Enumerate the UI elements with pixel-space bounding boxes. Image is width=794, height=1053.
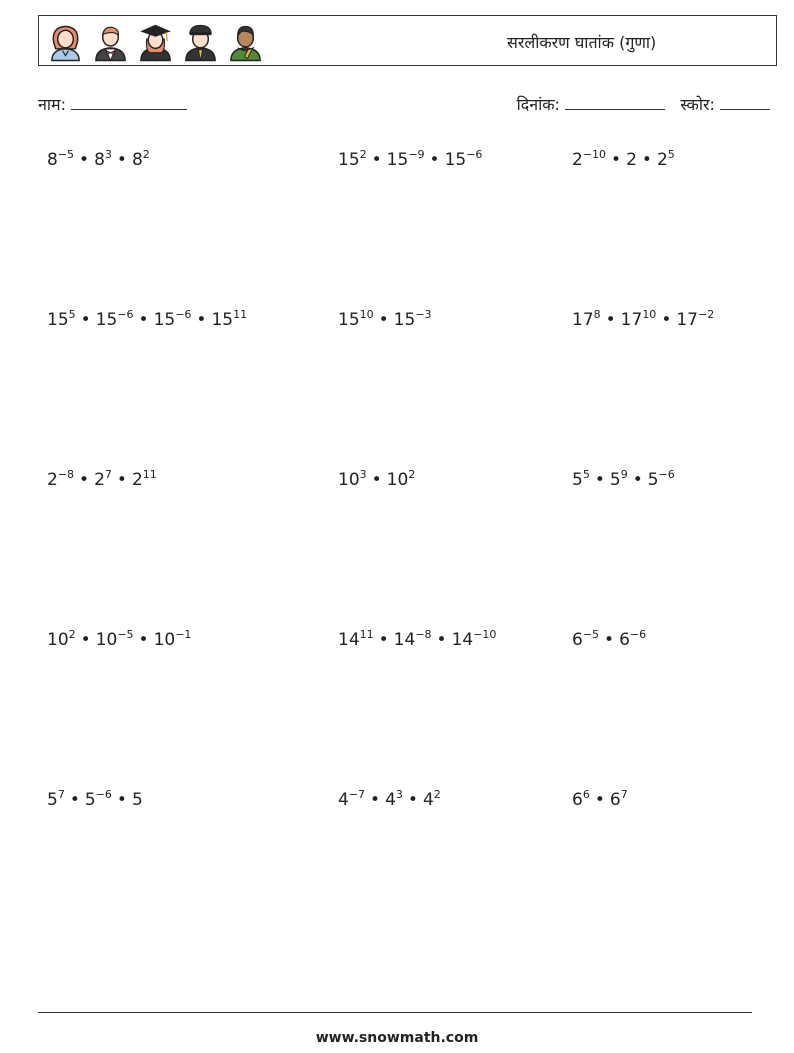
multiply-dot: • [605, 310, 616, 330]
problem-15 [572, 790, 628, 810]
exponent: 2 [142, 148, 150, 161]
base: 2 [131, 470, 143, 490]
graduate-avatar-icon [136, 21, 175, 63]
base: 2 [47, 470, 58, 490]
multiply-dot: • [661, 310, 672, 330]
pilot-avatar-icon [181, 21, 220, 63]
exponent: −1 [175, 628, 192, 641]
multiply-dot: • [641, 150, 652, 170]
exponent: 5 [68, 308, 76, 321]
multiply-dot: • [116, 150, 127, 170]
exponent: −6 [175, 308, 192, 321]
multiply-dot: • [79, 150, 90, 170]
exponent: 3 [359, 468, 367, 481]
multiply-dot: • [138, 310, 149, 330]
problem-7 [47, 470, 157, 490]
problem-5 [338, 310, 432, 330]
base: 8 [131, 150, 143, 170]
multiply-dot: • [407, 790, 418, 810]
exponent: 11 [142, 468, 157, 481]
multiply-dot: • [79, 470, 90, 490]
exponent: −7 [348, 788, 366, 801]
base: 15 [338, 310, 360, 330]
base: 6 [572, 790, 583, 810]
date-score-fields [517, 93, 770, 115]
base: 15 [386, 150, 409, 170]
waiter-avatar-icon [91, 21, 130, 63]
exponent: −6 [117, 308, 134, 321]
exponent: −8 [57, 468, 75, 481]
multiply-dot: • [371, 150, 382, 170]
base: 6 [572, 630, 583, 650]
exponent: −10 [473, 628, 497, 641]
exponent: 9 [620, 468, 628, 481]
base: 15 [47, 310, 69, 330]
problem-4 [47, 310, 247, 330]
base: 15 [211, 310, 234, 330]
base: 2 [572, 150, 583, 170]
worksheet-header [38, 15, 777, 66]
base: 15 [393, 310, 416, 330]
exponent: 2 [433, 788, 441, 801]
multiply-dot: • [371, 470, 382, 490]
exponent: 2 [359, 148, 367, 161]
score-blank[interactable] [720, 93, 770, 110]
base: 2 [94, 470, 105, 490]
base: 15 [338, 150, 360, 170]
multiply-dot: • [378, 630, 389, 650]
footer-url: www.snowmath.com [315, 1030, 479, 1046]
multiply-dot: • [594, 470, 605, 490]
base: 5 [572, 470, 583, 490]
problem-2 [338, 150, 482, 170]
problem-10 [47, 630, 191, 650]
base: 8 [47, 150, 58, 170]
problem-11 [338, 630, 496, 650]
exponent: 5 [582, 468, 590, 481]
base: 6 [619, 630, 630, 650]
multiply-dot: • [116, 790, 127, 810]
multiply-dot: • [429, 150, 440, 170]
multiply-dot: • [594, 790, 605, 810]
base: 5 [47, 790, 58, 810]
date-blank[interactable] [565, 93, 665, 110]
multiply-dot: • [138, 630, 149, 650]
problem-1 [47, 150, 150, 170]
problem-13 [47, 790, 143, 810]
multiply-dot: • [80, 630, 91, 650]
avatar-strip [46, 21, 265, 63]
base: 5 [609, 470, 621, 490]
base: 17 [676, 310, 698, 330]
base: 10 [47, 630, 69, 650]
problem-9 [572, 470, 675, 490]
footer-divider [38, 1012, 752, 1013]
base: 15 [95, 310, 118, 330]
base: 8 [94, 150, 105, 170]
base: 14 [338, 630, 360, 650]
multiply-dot: • [604, 630, 615, 650]
multiply-dot: • [116, 470, 127, 490]
exponent: 7 [620, 788, 628, 801]
multiply-dot: • [370, 790, 381, 810]
base: 4 [338, 790, 349, 810]
score-label: स्कोर: [680, 95, 715, 114]
worksheet-title: सरलीकरण घातांक (गुणा) [507, 33, 657, 52]
exponent: 3 [104, 148, 112, 161]
base: 5 [647, 470, 659, 490]
exponent: −6 [629, 628, 647, 641]
exponent: −10 [582, 148, 607, 161]
multiply-dot: • [611, 150, 622, 170]
base: 10 [338, 470, 360, 490]
base: 6 [609, 790, 621, 810]
problem-8 [338, 470, 415, 490]
base: 17 [572, 310, 594, 330]
woman-avatar-icon [46, 21, 85, 63]
multiply-dot: • [632, 470, 643, 490]
exponent: −2 [697, 308, 715, 321]
exponent: −6 [466, 148, 483, 161]
exponent: −5 [57, 148, 75, 161]
exponent: 3 [395, 788, 403, 801]
name-label: नाम: [38, 95, 66, 114]
base: 2 [626, 150, 637, 170]
exponent: −6 [658, 468, 675, 481]
exponent: −9 [408, 148, 425, 161]
multiply-dot: • [436, 630, 447, 650]
problem-12 [572, 630, 646, 650]
exponent: −5 [117, 628, 134, 641]
problem-6 [572, 310, 714, 330]
multiply-dot: • [80, 310, 91, 330]
exponent: −3 [415, 308, 432, 321]
base: 5 [131, 790, 143, 810]
name-blank[interactable] [71, 93, 187, 110]
exponent: −6 [95, 788, 112, 801]
exponent: 6 [582, 788, 590, 801]
multiply-dot: • [378, 310, 389, 330]
multiply-dot: • [196, 310, 207, 330]
base: 10 [95, 630, 118, 650]
base: 10 [153, 630, 176, 650]
multiply-dot: • [69, 790, 80, 810]
base: 15 [153, 310, 176, 330]
exponent: 5 [667, 148, 675, 161]
problem-14 [338, 790, 441, 810]
name-field [38, 93, 187, 115]
exponent: 2 [68, 628, 76, 641]
exponent: −5 [582, 628, 600, 641]
exponent: 7 [57, 788, 65, 801]
base: 14 [451, 630, 474, 650]
base: 14 [393, 630, 416, 650]
base: 5 [84, 790, 96, 810]
exponent: 2 [408, 468, 416, 481]
exponent: 7 [104, 468, 112, 481]
exponent: 10 [642, 308, 657, 321]
base: 10 [386, 470, 409, 490]
base: 4 [385, 790, 396, 810]
base: 17 [620, 310, 643, 330]
exponent: 11 [233, 308, 248, 321]
date-label: दिनांक: [516, 95, 560, 114]
base: 4 [422, 790, 434, 810]
base: 2 [656, 150, 668, 170]
exponent: 11 [359, 628, 374, 641]
problem-3 [572, 150, 675, 170]
exponent: 8 [593, 308, 601, 321]
exponent: 10 [359, 308, 374, 321]
exponent: −8 [415, 628, 432, 641]
scarf-person-avatar-icon [226, 21, 265, 63]
base: 15 [444, 150, 467, 170]
